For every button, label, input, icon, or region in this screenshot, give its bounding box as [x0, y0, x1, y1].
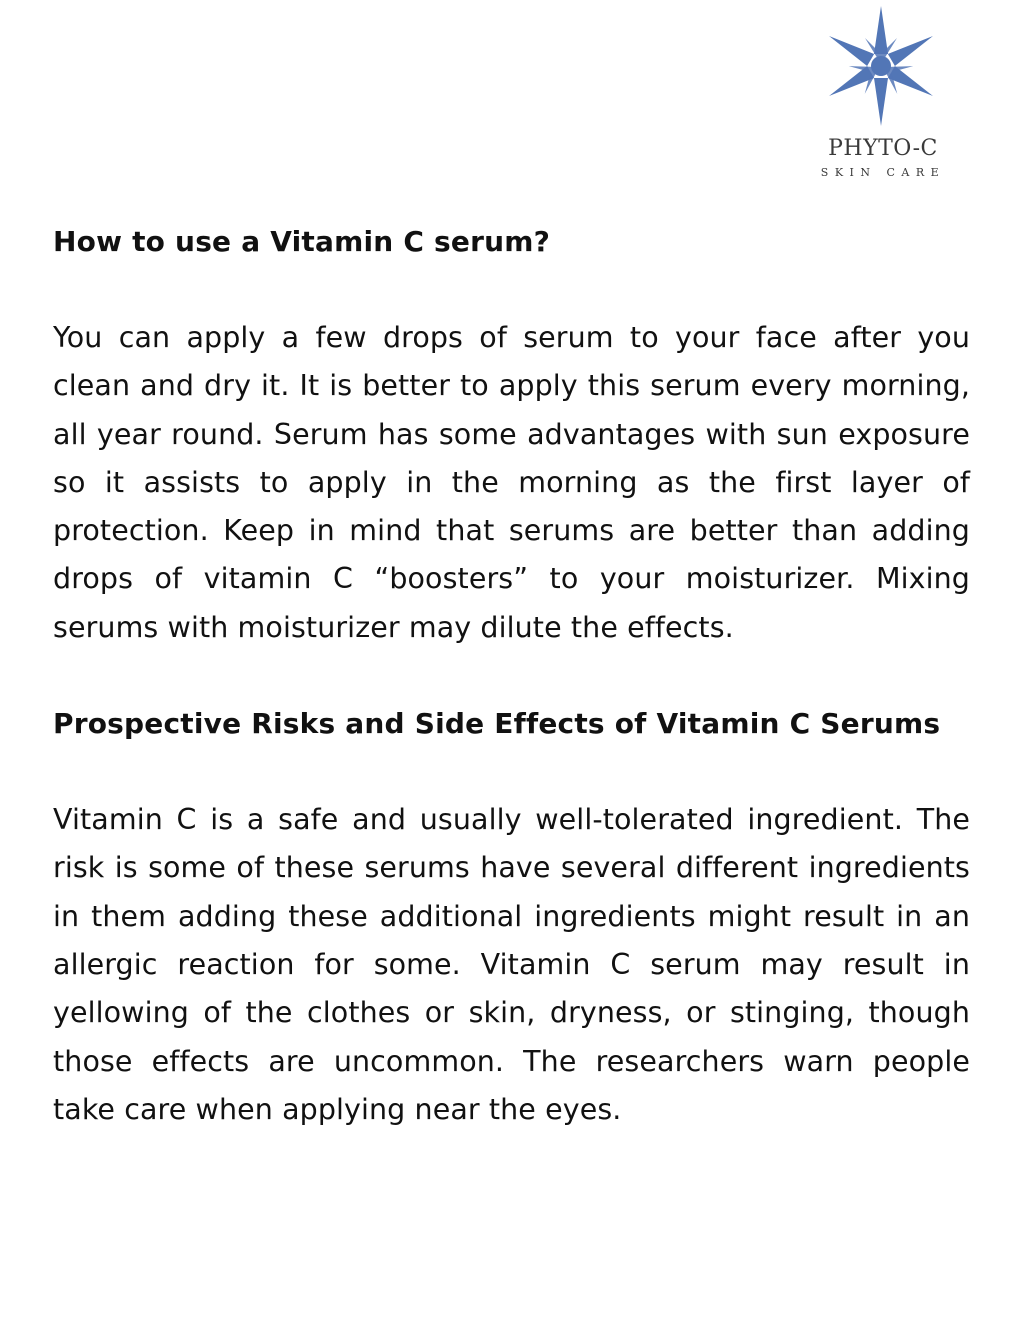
- brand-tagline: SKIN CARE: [820, 166, 946, 179]
- brand-logo: [810, 0, 960, 190]
- six-point-star-icon: [821, 4, 941, 128]
- section-paragraph-usage: You can apply a few drops of serum to your face after you clean and dry it. It is better to apply this serum every morning, all year round. Serum has some advantages with sun exposure so it assists to apply in the morning as the first layer of protection. Keep in mind that serums are better than adding drops of vitamin C “boosters” to your moisturizer. Mixing serums with moisturizer may dilute the effects.: [53, 321, 970, 644]
- article-body: [53, 218, 970, 1134]
- spacer: [53, 266, 970, 314]
- section-heading-usage: How to use a Vitamin C serum?: [53, 225, 551, 258]
- spacer: [53, 748, 970, 796]
- section-heading-risks: Prospective Risks and Side Effects of Vitamin C Serums: [53, 707, 941, 741]
- section-paragraph-risks: Vitamin C is a safe and usually well-tolerated ingredient. The risk is some of these serums have several different ingredients in them adding these additional ingredients might result in an allergic reaction for some. Vitamin C serum may result in yellowing of the clothes or skin, dryness, or stinging, though those effects are uncommon. The researchers warn people take care when applying near the eyes.: [53, 803, 970, 1126]
- brand-name: PHYTO-C: [828, 136, 938, 161]
- spacer: [53, 652, 970, 700]
